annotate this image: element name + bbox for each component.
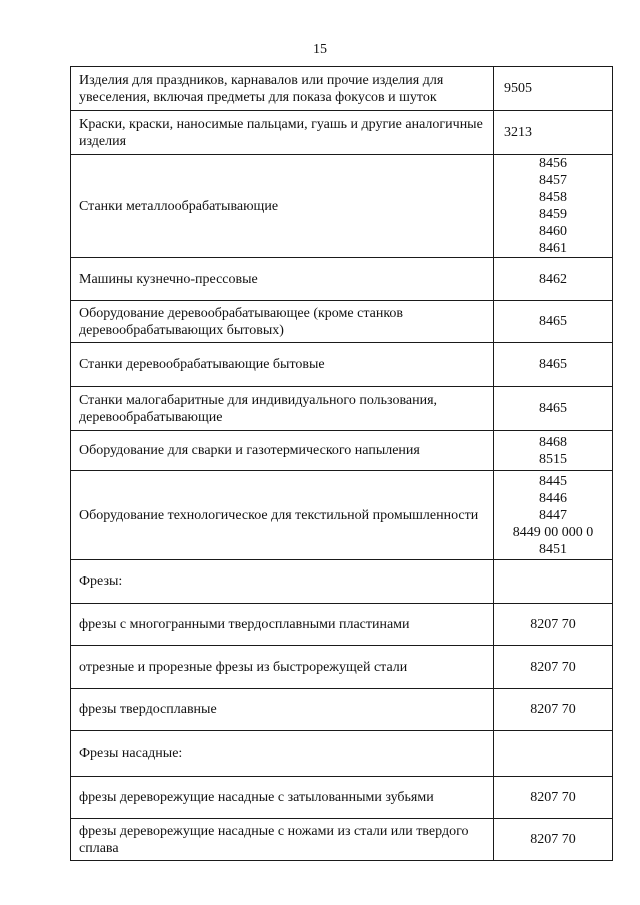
goods-name-cell xyxy=(71,258,494,301)
table-row xyxy=(71,777,613,819)
tnved-code: 8446 xyxy=(539,490,567,506)
tnved-code: 8457 xyxy=(539,173,567,188)
tnved-code: 8447 xyxy=(539,507,567,523)
tnved-code: 8456 xyxy=(539,156,567,171)
goods-name-cell xyxy=(71,343,494,387)
goods-name-cell xyxy=(71,689,494,731)
table-row xyxy=(71,387,613,431)
goods-name: Изделия для праздников, карнавалов или прочие изделия для увеселения, включая предметы для показа фокусов и шуток xyxy=(79,72,444,105)
goods-name: фрезы дереворежущие насадные с ножами из стали или твердого сплава xyxy=(79,823,469,856)
goods-name-cell xyxy=(71,111,494,155)
section-heading: Фрезы: xyxy=(79,574,123,589)
table-row xyxy=(71,560,613,604)
goods-name: Оборудование технологическое для текстильной промышленности xyxy=(79,507,479,523)
tnved-code-cell xyxy=(494,471,613,560)
goods-name-cell xyxy=(71,819,494,861)
goods-name: отрезные и прорезные фрезы из быстрорежущей стали xyxy=(79,659,408,675)
table-row xyxy=(71,646,613,689)
tnved-code-cell xyxy=(494,431,613,471)
goods-name: Краски, краски, наносимые пальцами, гуашь и другие аналогичные изделия xyxy=(79,116,483,149)
table-row xyxy=(71,343,613,387)
goods-name-cell xyxy=(71,301,494,343)
goods-name-cell xyxy=(71,646,494,689)
goods-name-cell xyxy=(71,67,494,111)
tnved-code: 8460 xyxy=(539,224,567,239)
table-row xyxy=(71,155,613,258)
tnved-code: 8515 xyxy=(539,451,567,467)
goods-name-cell xyxy=(71,777,494,819)
goods-name-cell xyxy=(71,560,494,604)
goods-name-cell xyxy=(71,471,494,560)
table-row xyxy=(71,301,613,343)
goods-name-cell xyxy=(71,155,494,258)
tnved-code-cell xyxy=(494,258,613,301)
tnved-code-cell xyxy=(494,777,613,819)
tnved-code: 8458 xyxy=(539,190,567,205)
tnved-code: 8445 xyxy=(539,473,567,489)
tnved-code: 3213 xyxy=(504,125,532,140)
tnved-code: 8207 70 xyxy=(530,702,576,717)
tnved-code: 8465 xyxy=(539,314,567,329)
tnved-code-cell xyxy=(494,646,613,689)
table-row xyxy=(71,67,613,111)
goods-name: Станки металлообрабатывающие xyxy=(79,198,279,214)
tnved-code: 8465 xyxy=(539,401,567,416)
goods-name: фрезы дереворежущие насадные с затылованными зубьями xyxy=(79,790,434,805)
goods-name-cell xyxy=(71,431,494,471)
table-row xyxy=(71,471,613,560)
tnved-code: 8207 70 xyxy=(530,617,576,632)
tnved-code-cell xyxy=(494,343,613,387)
table-row xyxy=(71,689,613,731)
table-row xyxy=(71,604,613,646)
tnved-code: 8207 70 xyxy=(530,659,576,675)
goods-name-cell xyxy=(71,604,494,646)
tnved-code-cell xyxy=(494,387,613,431)
goods-name: Станки деревообрабатывающие бытовые xyxy=(79,357,325,372)
page-number: 15 xyxy=(313,42,327,57)
tnved-code: 8207 70 xyxy=(530,790,576,805)
tnved-code: 8451 xyxy=(539,541,567,557)
goods-name: Оборудование для сварки и газотермического напыления xyxy=(79,443,420,458)
section-heading: Фрезы насадные: xyxy=(79,746,183,761)
tnved-code: 8207 70 xyxy=(530,832,576,847)
tnved-code-cell xyxy=(494,155,613,258)
tnved-code-cell xyxy=(494,301,613,343)
goods-name: фрезы с многогранными твердосплавными пластинами xyxy=(79,617,410,632)
goods-name: фрезы твердосплавные xyxy=(79,702,217,717)
goods-name-cell xyxy=(71,387,494,431)
tnved-code-cell xyxy=(494,67,613,111)
goods-name: Машины кузнечно-прессовые xyxy=(79,271,258,287)
table-row xyxy=(71,258,613,301)
goods-name: Оборудование деревообрабатывающее (кроме станков деревообрабатывающих бытовых) xyxy=(79,305,404,338)
tnved-code: 8461 xyxy=(539,241,567,256)
goods-table xyxy=(70,66,613,861)
tnved-code: 8465 xyxy=(539,357,567,372)
tnved-code: 8468 xyxy=(539,434,567,450)
tnved-code-cell xyxy=(494,604,613,646)
tnved-code: 8449 00 000 0 xyxy=(512,524,594,540)
tnved-code: 9505 xyxy=(504,81,532,96)
goods-name-cell xyxy=(71,731,494,777)
tnved-code-cell xyxy=(494,731,613,777)
goods-name: Станки малогабаритные для индивидуального пользования, деревообрабатывающие xyxy=(79,392,438,425)
table-row xyxy=(71,819,613,861)
table-row xyxy=(71,731,613,777)
table-row xyxy=(71,111,613,155)
tnved-code: 8462 xyxy=(539,271,567,287)
tnved-code: 8459 xyxy=(539,207,567,222)
tnved-code-cell xyxy=(494,819,613,861)
tnved-code-cell xyxy=(494,560,613,604)
tnved-code-cell xyxy=(494,111,613,155)
table-row xyxy=(71,431,613,471)
tnved-code-cell xyxy=(494,689,613,731)
